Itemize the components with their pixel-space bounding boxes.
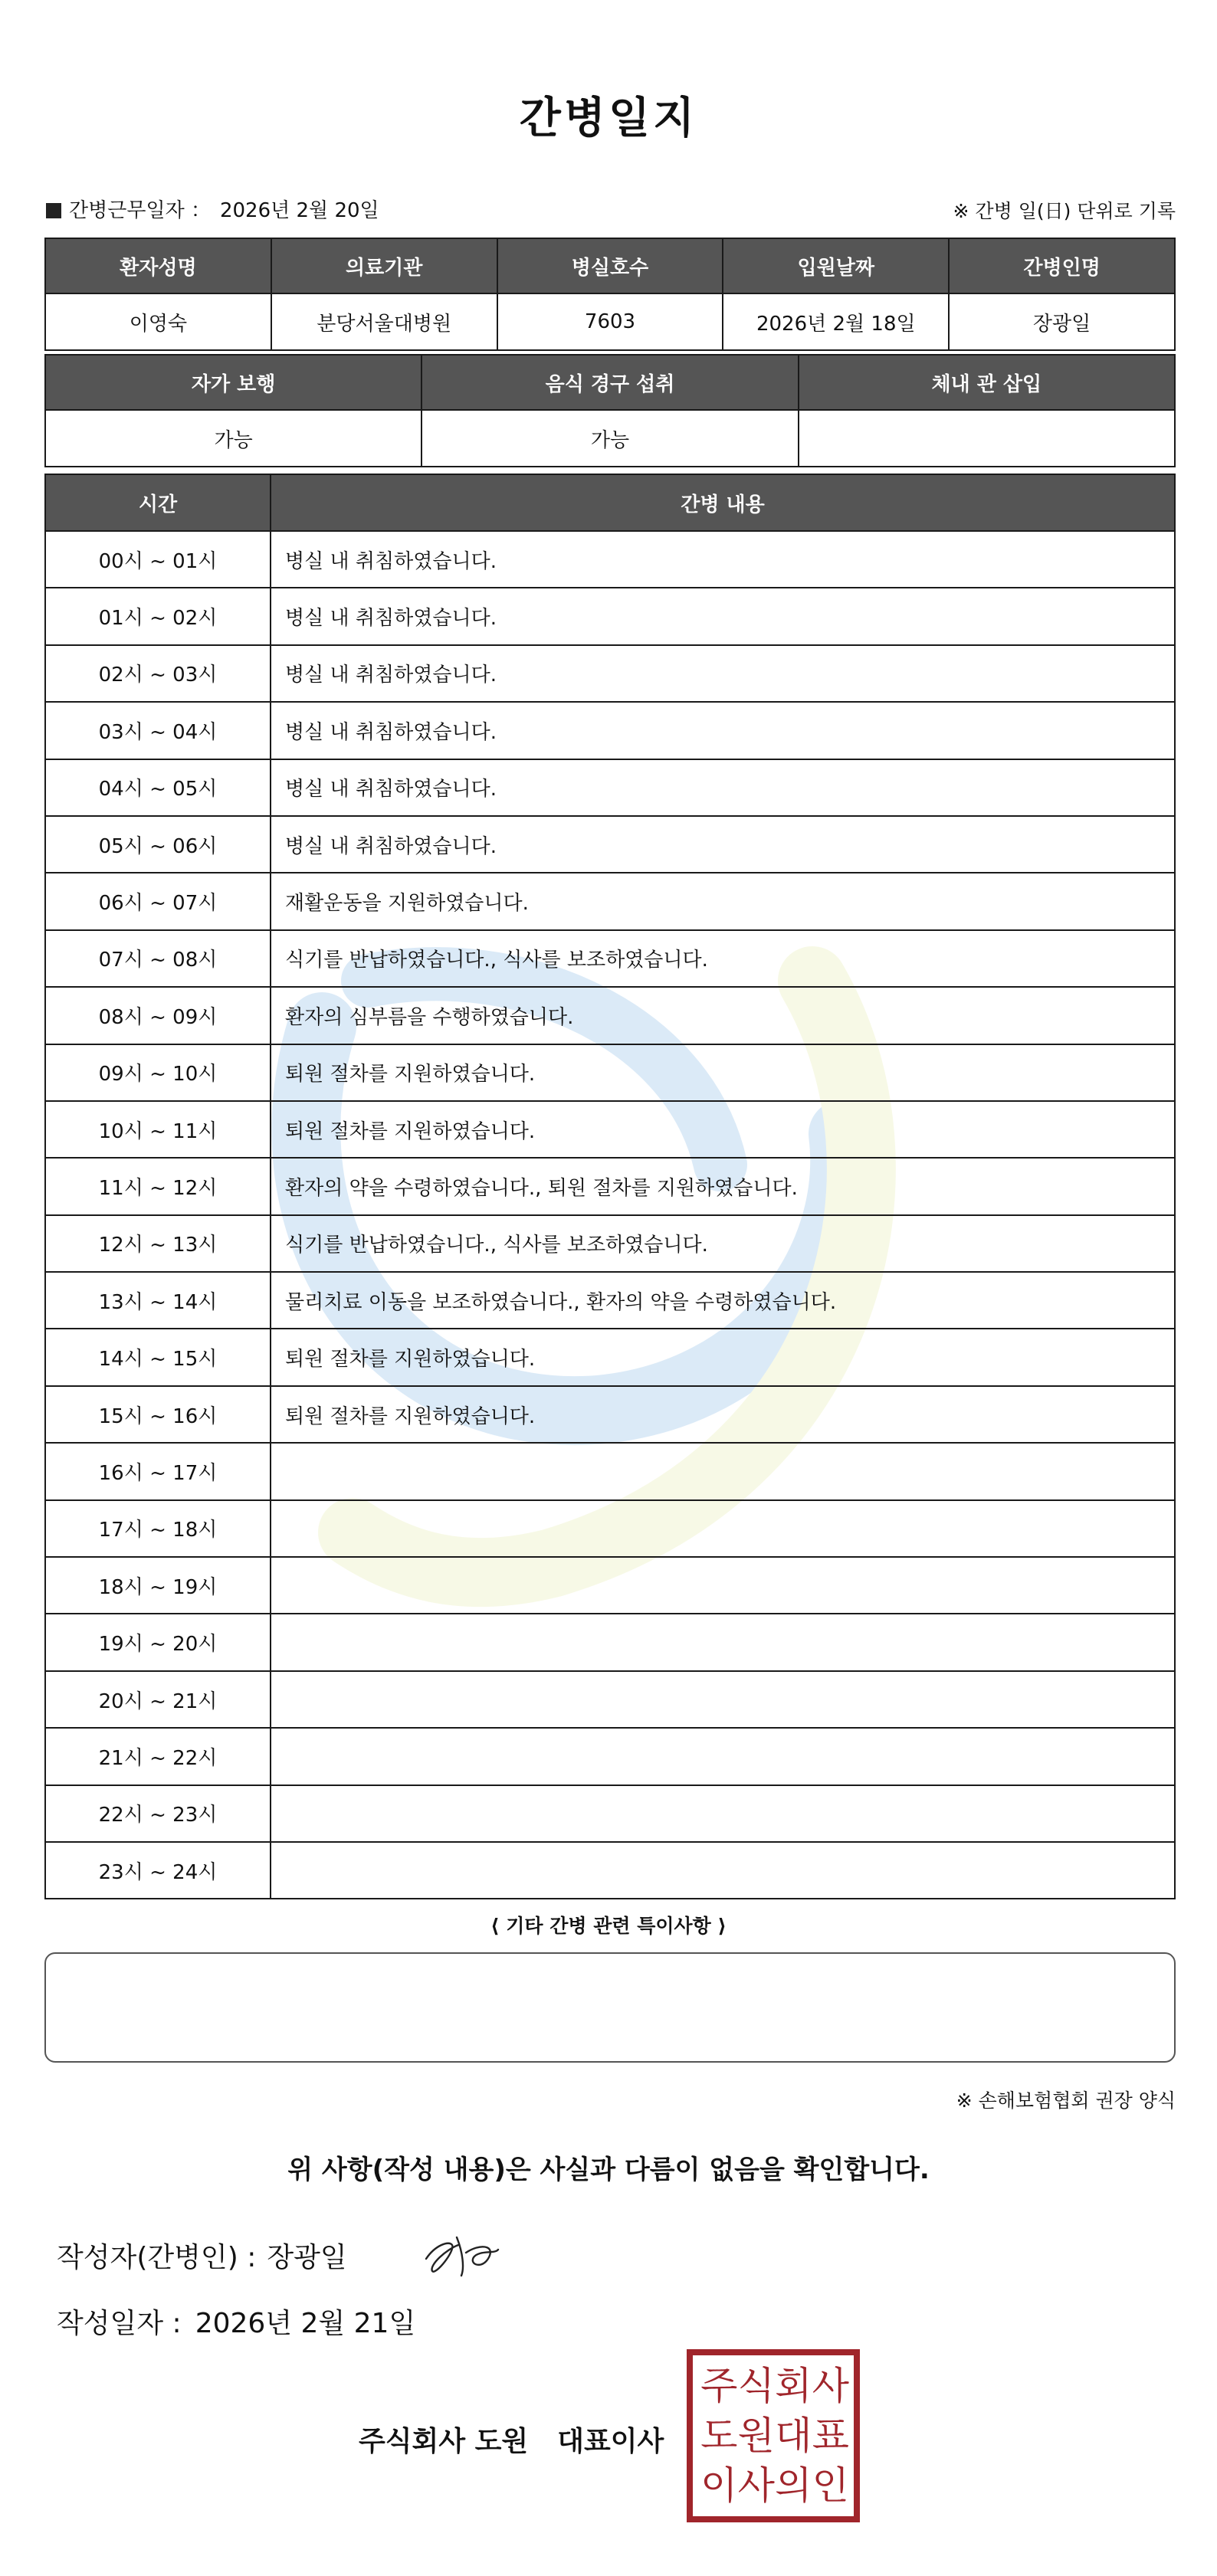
content-cell: [271, 1500, 1175, 1557]
time-cell: 21시 ~ 22시: [45, 1728, 271, 1785]
info-header: 병실호수: [497, 238, 723, 293]
content-cell: 퇴원 절차를 지원하였습니다.: [271, 1329, 1175, 1385]
table-row: [45, 1215, 1175, 1272]
content-cell: [271, 1785, 1175, 1842]
content-cell: 물리치료 이동을 보조하였습니다., 환자의 약을 수령하였습니다.: [271, 1272, 1175, 1329]
patient-name: 이영숙: [45, 293, 271, 350]
content-cell: 병실 내 취침하였습니다.: [271, 702, 1175, 759]
table-row: [45, 702, 1175, 759]
recommend-note: ※ 손해보험협회 권장 양식: [956, 2089, 1176, 2112]
info-header: 환자성명: [45, 238, 271, 293]
square-bullet-icon: [46, 203, 61, 218]
time-cell: 19시 ~ 20시: [45, 1614, 271, 1670]
table-row: [45, 645, 1175, 702]
record-unit-note: ※ 간병 일(日) 단위로 기록: [953, 200, 1176, 222]
table-row: [45, 1614, 1175, 1670]
signature-icon: [418, 2222, 503, 2283]
confirmation-statement: 위 사항(작성 내용)은 사실과 다름이 없음을 확인합니다.: [287, 2155, 930, 2185]
content-cell: 병실 내 취침하였습니다.: [271, 531, 1175, 588]
content-cell: [271, 1557, 1175, 1614]
patient-ability-table: [44, 354, 1176, 467]
admission-date: 2026년 2월 18일: [723, 293, 949, 350]
time-cell: 17시 ~ 18시: [45, 1500, 271, 1557]
time-cell: 15시 ~ 16시: [45, 1386, 271, 1443]
content-cell: 병실 내 취침하였습니다.: [271, 816, 1175, 873]
content-cell: [271, 1443, 1175, 1499]
time-cell: 23시 ~ 24시: [45, 1842, 271, 1899]
writer-line: [57, 2236, 347, 2275]
table-row: [45, 1158, 1175, 1214]
content-column-header: 간병 내용: [271, 474, 1175, 531]
table-row: [45, 1500, 1175, 1557]
ability-header: 자가 보행: [45, 355, 422, 410]
content-cell: 병실 내 취침하였습니다.: [271, 588, 1175, 644]
care-log-table: [44, 474, 1176, 1899]
content-cell: [271, 1614, 1175, 1670]
time-cell: 01시 ~ 02시: [45, 588, 271, 644]
time-cell: 14시 ~ 15시: [45, 1329, 271, 1385]
content-cell: [271, 1842, 1175, 1899]
content-cell: 퇴원 절차를 지원하였습니다.: [271, 1386, 1175, 1443]
time-cell: 10시 ~ 11시: [45, 1101, 271, 1158]
info-header: 입원날짜: [723, 238, 949, 293]
time-column-header: 시간: [45, 474, 271, 531]
table-row: [45, 987, 1175, 1044]
time-cell: 13시 ~ 14시: [45, 1272, 271, 1329]
time-cell: 04시 ~ 05시: [45, 759, 271, 816]
document-title: 간병일지: [519, 93, 698, 143]
table-row: [45, 816, 1175, 873]
info-header: 간병인명: [949, 238, 1175, 293]
content-cell: 식기를 반납하였습니다., 식사를 보조하였습니다.: [271, 1215, 1175, 1272]
content-cell: 병실 내 취침하였습니다.: [271, 645, 1175, 702]
content-cell: 환자의 약을 수령하였습니다., 퇴원 절차를 지원하였습니다.: [271, 1158, 1175, 1214]
hospital: 분당서울대병원: [271, 293, 497, 350]
self-walking-value: 가능: [45, 410, 422, 467]
caregiver-name: 장광일: [949, 293, 1175, 350]
patient-info-table: [44, 238, 1176, 351]
table-row: [45, 1386, 1175, 1443]
table-row: [45, 930, 1175, 987]
ability-header: 음식 경구 섭취: [422, 355, 798, 410]
table-row: [45, 1443, 1175, 1499]
tube-insertion-value: [799, 410, 1175, 467]
table-row: [45, 1728, 1175, 1785]
time-cell: 09시 ~ 10시: [45, 1044, 271, 1101]
table-row: [45, 1272, 1175, 1329]
table-row: [45, 1842, 1175, 1899]
table-row: [45, 1785, 1175, 1842]
time-cell: 12시 ~ 13시: [45, 1215, 271, 1272]
oral-intake-value: 가능: [422, 410, 798, 467]
time-cell: 06시 ~ 07시: [45, 873, 271, 929]
time-cell: 08시 ~ 09시: [45, 987, 271, 1044]
content-cell: [271, 1728, 1175, 1785]
content-cell: 환자의 심부름을 수행하였습니다.: [271, 987, 1175, 1044]
company-name: 주식회사 도원: [359, 2426, 529, 2457]
content-cell: 식기를 반납하였습니다., 식사를 보조하였습니다.: [271, 930, 1175, 987]
table-row: [45, 588, 1175, 644]
table-row: [45, 1329, 1175, 1385]
work-date: [46, 195, 379, 223]
time-cell: 22시 ~ 23시: [45, 1785, 271, 1842]
time-cell: 07시 ~ 08시: [45, 930, 271, 987]
representative-title: 대표이사: [557, 2426, 664, 2457]
company-seal-icon: 주 식 회 사 도 원 대 표 이 사 의 인: [687, 2349, 860, 2522]
time-cell: 05시 ~ 06시: [45, 816, 271, 873]
table-row: [45, 531, 1175, 588]
table-row: [45, 1101, 1175, 1158]
table-row: [45, 759, 1175, 816]
table-row: [45, 1044, 1175, 1101]
ability-header: 체내 관 삽입: [799, 355, 1175, 410]
content-cell: 병실 내 취침하였습니다.: [271, 759, 1175, 816]
remarks-box: [44, 1952, 1176, 2063]
remarks-title: ⟨ 기타 간병 관련 특이사항 ⟩: [490, 1915, 727, 1937]
content-cell: 퇴원 절차를 지원하였습니다.: [271, 1044, 1175, 1101]
time-cell: 03시 ~ 04시: [45, 702, 271, 759]
content-cell: 퇴원 절차를 지원하였습니다.: [271, 1101, 1175, 1158]
table-row: [45, 873, 1175, 929]
time-cell: 20시 ~ 21시: [45, 1671, 271, 1728]
write-date-value: 2026년 2월 21일: [195, 2308, 416, 2339]
table-row: [45, 1557, 1175, 1614]
write-date-label: 작성일자 :: [57, 2308, 182, 2339]
work-date-value: 2026년 2월 20일: [219, 199, 379, 222]
time-cell: 11시 ~ 12시: [45, 1158, 271, 1214]
write-date-line: [57, 2302, 415, 2341]
time-cell: 16시 ~ 17시: [45, 1443, 271, 1499]
room-number: 7603: [497, 293, 723, 350]
time-cell: 02시 ~ 03시: [45, 645, 271, 702]
content-cell: 재활운동을 지원하였습니다.: [271, 873, 1175, 929]
work-date-label: 간병근무일자 ：: [69, 199, 211, 222]
company-line: [359, 2420, 664, 2459]
writer-name: 장광일: [267, 2242, 347, 2273]
time-cell: 18시 ~ 19시: [45, 1557, 271, 1614]
info-header: 의료기관: [271, 238, 497, 293]
content-cell: [271, 1671, 1175, 1728]
time-cell: 00시 ~ 01시: [45, 531, 271, 588]
writer-label: 작성자(간병인) :: [57, 2242, 257, 2273]
table-row: [45, 1671, 1175, 1728]
